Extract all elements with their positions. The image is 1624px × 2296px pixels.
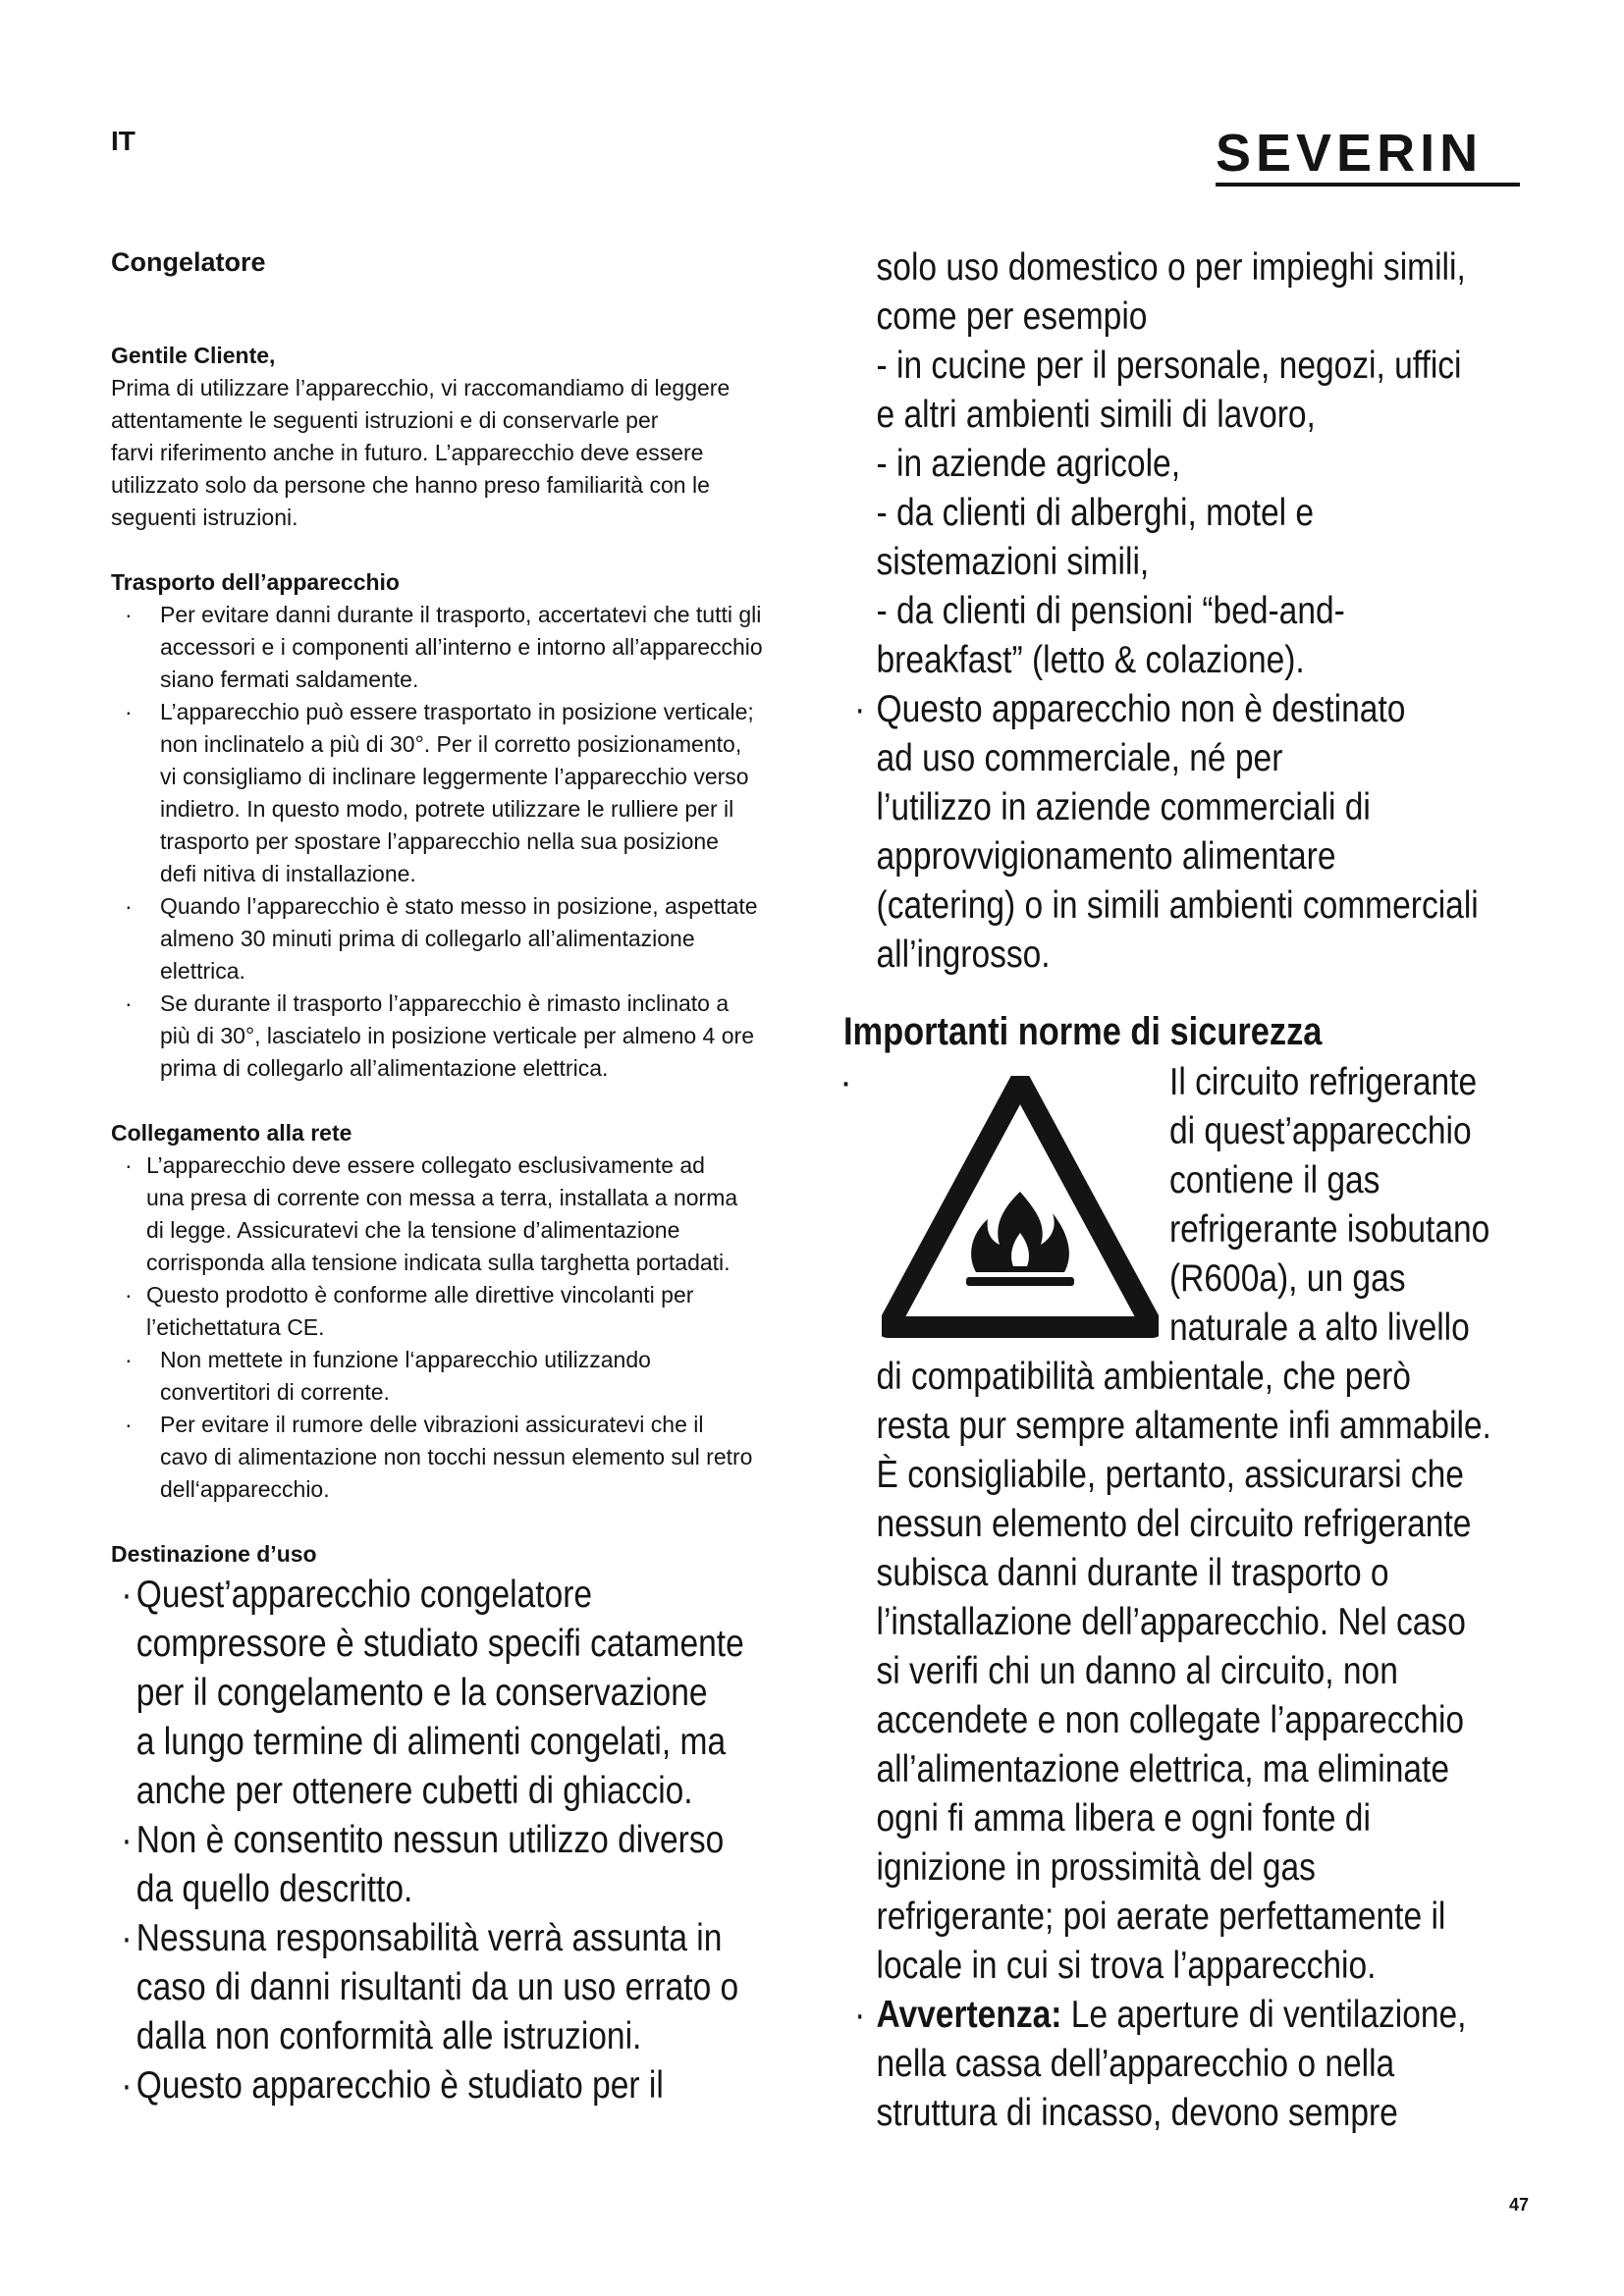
list-item: · Se durante il trasporto l’apparecchio è rimasto inclinato a più di 30°, lasciatelo in posizione verticale per almeno 4 ore prima di collegarlo all’alimentazione elettrica. bbox=[125, 990, 754, 1081]
brand-underline bbox=[1216, 183, 1520, 187]
list-item: · Questo prodotto è conforme alle direttive vincolanti per l’etichettatura CE. bbox=[125, 1282, 694, 1340]
list-item: · L’apparecchio deve essere collegato esclusivamente ad una presa di corrente con messa a terra, installata a norma di legge. Assicuratevi che la tensione d’alimentazione corrisponda alla tensione indicata sulla targhetta portadati. bbox=[125, 1152, 738, 1275]
flammable-warning-icon bbox=[882, 1076, 1159, 1339]
list-item: · Questo apparecchio è studiato per il bbox=[121, 2064, 664, 2107]
ventilation-warning: · Avvertenza: Le aperture di ventilazione, nella cassa dell’apparecchio o nella struttura di incasso, devono sempre bbox=[854, 1994, 1467, 2134]
refrigerant-text-below: di compatibilità ambientale, che però resta pur sempre altamente infi ammabile. È consigliabile, pertanto, assicurarsi che nessun elemento del circuito refrigerante subisca danni durante il trasporto o l’installazione dell’apparecchio. Nel caso si verifi chi un danno al circuito, non accendete e non collegate l’apparecchio all’alimentazione elettrica, ma eliminate ogni fi amma libera e ogni fonte di ignizione in prossimità del gas refrigerante; poi aerate perfettamente il locale in cui si trova l’apparecchio. bbox=[876, 1356, 1491, 1987]
list-item: · Per evitare il rumore delle vibrazioni assicuratevi che il cavo di alimentazione non tocchi nessun elemento sul retro dell‘apparecchio. bbox=[125, 1412, 753, 1502]
refrigerant-warning bbox=[839, 1058, 1576, 1353]
use-heading: Destinazione d’uso bbox=[111, 1541, 317, 1567]
refrigerant-text-beside: Il circuito refrigerante di quest’apparecchio contiene il gas refrigerante isobutano (R600a), un gas naturale a alto livello bbox=[1169, 1061, 1490, 1349]
brand-logo: SEVERIN bbox=[1216, 124, 1484, 183]
document-title: Congelatore bbox=[111, 247, 266, 277]
warning-text: Le aperture di ventilazione, nella cassa dell’apparecchio o nella struttura di incasso, devono sempre bbox=[876, 1994, 1467, 2134]
list-item: · L’apparecchio può essere trasportato in posizione verticale; non inclinatelo a più di 30°. Per il corretto posizionamento, vi consigliamo di inclinare leggermente l’apparecchio verso indietro. In questo modo, potrete utilizzare le rulliere per il trasporto per spostare l’apparecchio nella sua posizione defi nitiva di installazione. bbox=[125, 699, 754, 886]
warning-label: Avvertenza: bbox=[876, 1994, 1062, 2036]
right-column bbox=[839, 243, 1576, 2138]
list-item: · Non è consentito nessun utilizzo diverso da quello descritto. bbox=[121, 1819, 725, 1910]
list-item: · Quando l’apparecchio è stato messo in posizione, aspettate almeno 30 minuti prima di collegarlo all’alimentazione elettrica. bbox=[125, 893, 758, 984]
list-item: · Quest’apparecchio congelatore compressore è studiato specifi catamente per il congelamento e la conservazione a lungo termine di alimenti congelati, ma anche per ottenere cubetti di ghiaccio. bbox=[121, 1574, 744, 1812]
mains-heading: Collegamento alla rete bbox=[111, 1120, 352, 1146]
safety-heading: Importanti norme di sicurezza bbox=[843, 1010, 1323, 1053]
transport-list bbox=[111, 599, 857, 1085]
greeting-text: Prima di utilizzare l’apparecchio, vi raccomandiamo di leggere attentamente le seguenti istruzioni e di conservarle per farvi riferimento anche in futuro. L’apparecchio deve essere utilizzato solo da persone che hanno preso familiarità con le seguenti istruzioni. bbox=[111, 375, 731, 530]
language-code: IT bbox=[111, 126, 135, 156]
list-item: · Nessuna responsabilità verrà assunta in caso di danni risultanti da un uso errato o dalla non conformità alle istruzioni. bbox=[121, 1917, 739, 2057]
transport-heading: Trasporto dell’apparecchio bbox=[111, 569, 400, 595]
page-number: 47 bbox=[1509, 2195, 1530, 2215]
use-continuation: solo uso domestico o per impieghi simili, come per esempio - in cucine per il personale, negozi, uffici e altri ambienti simili di lavoro, - in aziende agricole, - da clienti di alberghi, motel e sistemazioni simili, - da clienti di pensioni “bed-and- breakfast” (letto & colazione). bbox=[876, 246, 1466, 681]
list-item: · Per evitare danni durante il trasporto, accertatevi che tutti gli accessori e i componenti all’interno e intorno all’apparecchio siano fermati saldamente. bbox=[125, 602, 763, 692]
commercial-item: · Questo apparecchio non è destinato ad uso commerciale, né per l’utilizzo in aziende commerciali di approvvigionamento alimentare (catering) o in simili ambienti commerciali all’ingrosso. bbox=[854, 688, 1479, 976]
greeting-heading: Gentile Cliente, bbox=[111, 343, 276, 368]
use-list bbox=[111, 1571, 881, 2110]
left-column bbox=[111, 247, 857, 2110]
bullet: · bbox=[839, 1061, 852, 1103]
list-item: · Non mettete in funzione l‘apparecchio utilizzando convertitori di corrente. bbox=[125, 1347, 651, 1405]
mains-list bbox=[111, 1149, 857, 1506]
